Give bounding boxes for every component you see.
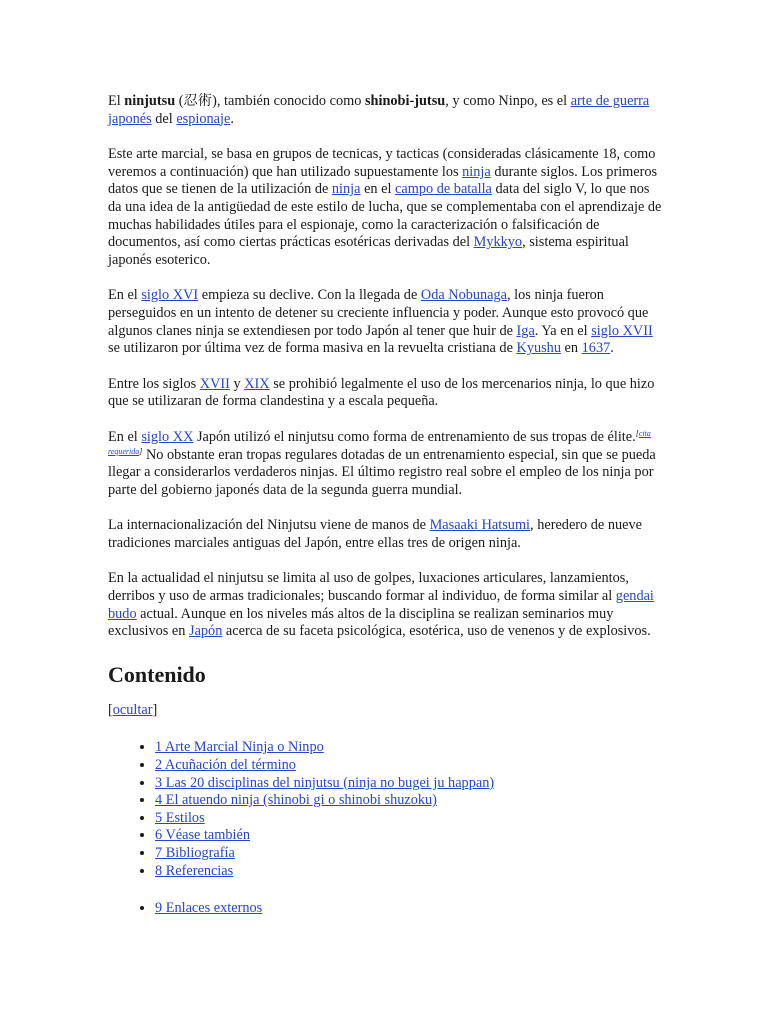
toc-item [155, 775, 664, 793]
text-run: durante siglos. Los primeros datos que se tienen de la utilización de [108, 163, 658, 198]
internationalization-paragraph [108, 517, 664, 552]
text-run: ( [175, 93, 184, 109]
text-run: del [151, 110, 177, 127]
term-ninjutsu: ninjutsu [124, 93, 176, 109]
text-run: El [108, 93, 125, 109]
text-run: data del siglo V, lo que nos da una idea de la antigüedad de este estilo de lucha, que se complementaba con el aprendizaje de muchas habilidades útiles para el espionaje, como la caracterización o falsificación de documentos, así como ciertas prácticas esotéricas derivadas del [108, 181, 662, 251]
text-run: empieza su declive. Con la llegada de [198, 287, 421, 304]
article-body [108, 93, 664, 918]
term-shinobi-jutsu: shinobi-jutsu [364, 93, 446, 109]
toc-item [155, 845, 664, 863]
link-japon[interactable]: Japón [189, 623, 223, 640]
link-siglo-xx[interactable]: siglo XX [141, 428, 194, 445]
toc-item-link-1[interactable]: 1 Arte Marcial Ninja o Ninpo [155, 739, 324, 756]
toc-item [155, 827, 664, 845]
citation-needed-link[interactable]: cita requerida [108, 428, 651, 456]
toggle-bracket: ] [152, 701, 158, 718]
toc-item [155, 863, 664, 881]
toggle-bracket: [ [108, 701, 113, 718]
text-run: Japón utilizó el ninjutsu como forma de entrenamiento de sus tropas de élite. [193, 428, 636, 445]
toc-item [155, 739, 664, 757]
toc-toggle [108, 702, 664, 720]
text-run: ), también conocido como [212, 93, 365, 109]
toc-item-link-6[interactable]: 6 Véase también [155, 827, 251, 844]
link-arte-de-guerra[interactable]: arte de guerra [570, 93, 650, 109]
text-run: , sistema espiritual japonés esoterico. [108, 234, 629, 268]
link-mykkyo[interactable]: Mykkyo [473, 234, 523, 251]
toc-extra-item-link-1[interactable]: 9 Enlaces externos [155, 900, 263, 917]
link-masaaki-hatsumi[interactable]: Masaaki Hatsumi [429, 517, 531, 534]
text-run: se prohibió legalmente el uso de los mercenarios ninja, lo que hizo que se utilizaran de forma clandestina y a escala pequeña. [108, 375, 655, 410]
link-kyushu[interactable]: Kyushu [516, 340, 561, 357]
current-practice-paragraph [108, 570, 664, 640]
history-paragraph [108, 146, 664, 269]
text-run: Entre los siglos [108, 375, 200, 392]
toc-heading: Contenido [108, 661, 206, 687]
twentieth-century-paragraph [108, 429, 664, 499]
toc-item-link-4[interactable]: 4 El atuendo ninja (shinobi gi o shinobi shuzoku) [155, 792, 437, 809]
text-run: . Ya en el [534, 322, 592, 339]
toc-item [155, 900, 664, 918]
text-run: , heredero de nueve tradiciones marciales antiguas del Japón, entre ellas tres de origen ninja. [108, 517, 642, 551]
text-run: . [230, 110, 234, 127]
citation-needed: [cita requerida] [108, 428, 651, 456]
link-espionaje[interactable]: espionaje [176, 110, 231, 127]
link-siglo-xvii[interactable]: siglo XVII [591, 322, 653, 339]
text-run: Este arte marcial, se basa en grupos de tecnicas, y tacticas (consideradas clásicamente 18, como veremos a continuación) que han utilizado supuestamente los [108, 146, 656, 180]
text-run: En el [108, 287, 142, 304]
toc-item-link-5[interactable]: 5 Estilos [155, 809, 205, 826]
link-gendai-budo[interactable]: gendai budo [108, 588, 654, 622]
toc-list [108, 739, 664, 880]
text-run: en el [360, 181, 396, 198]
toc-list-secondary [108, 900, 664, 918]
toc-item [155, 757, 664, 775]
text-run: . [610, 340, 614, 357]
link-iga[interactable]: Iga [516, 322, 535, 339]
toc-item [155, 810, 664, 828]
text-run: en [560, 340, 582, 357]
link-campo-de-batalla[interactable]: campo de batalla [395, 181, 492, 198]
decline-paragraph [108, 287, 664, 357]
toc-item-link-2[interactable]: 2 Acuñación del término [155, 757, 296, 774]
toc-item [155, 792, 664, 810]
text-run: acerca de su faceta psicológica, esotérica, uso de venenos y de explosivos. [222, 623, 651, 640]
text-run: En el [108, 428, 142, 445]
text-run: La internacionalización del Ninjutsu viene de manos de [108, 517, 430, 534]
link-ninja[interactable]: ninja [462, 163, 491, 180]
link-1637[interactable]: 1637 [581, 340, 611, 357]
link-siglo-xvi[interactable]: siglo XVI [141, 287, 199, 304]
link-oda-nobunaga[interactable]: Oda Nobunaga [420, 287, 508, 304]
link-ninja[interactable]: ninja [331, 181, 361, 198]
toc-item-link-7[interactable]: 7 Bibliografía [155, 845, 235, 861]
text-run: En la actualidad el ninjutsu se limita al uso de golpes, luxaciones articulares, lanzamientos, derribos y uso de armas tradicionales; buscando formar al individuo, de forma similar al [108, 570, 629, 605]
intro-paragraph [108, 93, 664, 128]
prohibition-paragraph [108, 376, 664, 411]
text-run: se utilizaron por última vez de forma masiva en la revuelta cristiana de [108, 340, 517, 357]
text-run: , y como Ninpo, es el [445, 93, 571, 109]
toc-item-link-3[interactable]: 3 Las 20 disciplinas del ninjutsu (ninja no bugei ju happan) [155, 774, 495, 791]
toc-hide-link[interactable]: ocultar [112, 701, 153, 718]
text-run: actual. Aunque en los niveles más altos de la disciplina se realizan seminarios muy exclusivos en [108, 605, 614, 640]
link-japones[interactable]: japonés [108, 110, 152, 127]
kanji-term: 忍術 [183, 93, 213, 109]
toc-item-link-8[interactable]: 8 Referencias [155, 862, 234, 879]
link-xix[interactable]: XIX [244, 375, 270, 392]
text-run: No obstante eran tropas regulares dotadas de un entrenamiento especial, sin que se pueda llegar a considerarlos verdaderos ninjas. El último registro real sobre el empleo de los ninja por parte del gobierno japonés data de la segunda guerra mundial. [108, 446, 656, 498]
text-run: , los ninja fueron perseguidos en un intento de detener su creciente influencia y poder. Aunque esto provocó que algunos clanes ninja se extendiesen por todo Japón al tener que huir de [108, 287, 649, 339]
link-xvii[interactable]: XVII [199, 375, 230, 392]
text-run: y [229, 375, 245, 392]
